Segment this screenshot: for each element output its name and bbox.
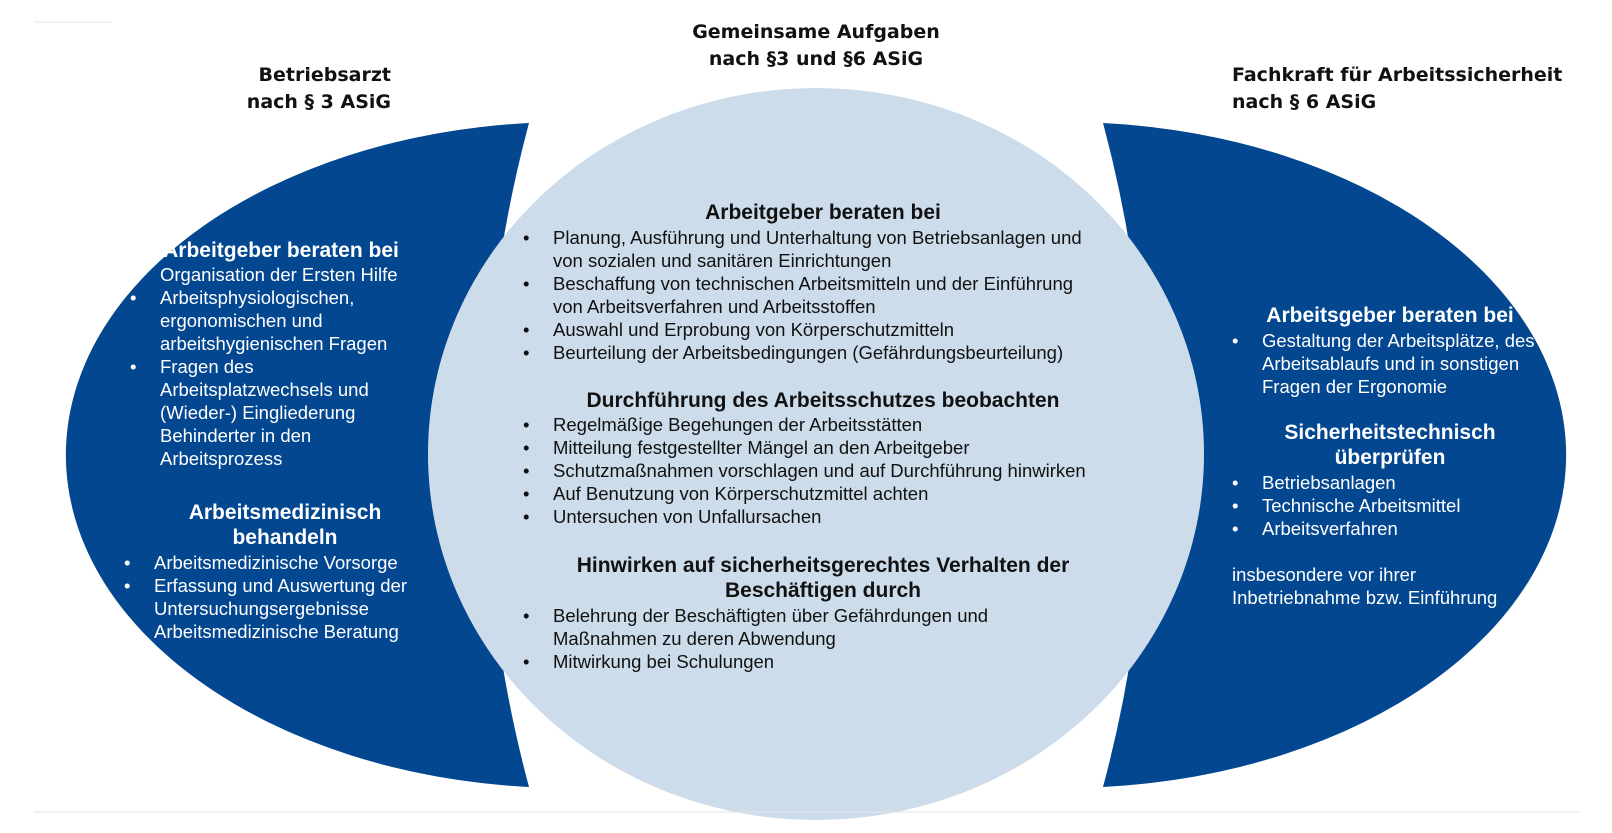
center-section1-title: Arbeitgeber beraten bei (705, 201, 941, 224)
list-item: • Arbeitsmedizinische Beratung (124, 620, 424, 643)
list-item: • Belehrung der Beschäftigten über Gefährdungen und Maßnahmen zu deren Abwendung (523, 604, 1023, 650)
list-item: • Arbeitsphysiologischen, ergonomischen und arbeitshygienischen Fragen (130, 286, 420, 355)
list-item: • Beurteilung der Arbeitsbedingungen (Gefährdungsbeurteilung) (523, 341, 1083, 364)
right-section2-title: Sicherheitstechnisch überprüfen (1284, 421, 1496, 469)
list-item: • Untersuchen von Unfallursachen (523, 505, 1123, 528)
center-section3-list (523, 604, 1023, 673)
list-item: • Auswahl und Erprobung von Körperschutzmitteln (523, 318, 1083, 341)
center-section3-title: Hinwirken auf sicherheitsgerechtes Verhalten der Beschäftigen durch (576, 554, 1070, 602)
left-heading-line1: Betriebsarzt (258, 64, 391, 86)
list-item: • Technische Arbeitsmittel (1232, 494, 1552, 517)
list-item: • Arbeitsmedizinische Vorsorge (124, 551, 424, 574)
list-item: • Planung, Ausführung und Unterhaltung von Betriebsanlagen und von sozialen und sanitären Einrichtungen (523, 226, 1083, 272)
list-item: • Schutzmaßnahmen vorschlagen und auf Durchführung hinwirken (523, 459, 1123, 482)
list-item: • Arbeitsverfahren (1232, 517, 1552, 540)
right-section2-list (1232, 471, 1552, 540)
left-heading (247, 62, 391, 116)
list-item: • Erfassung und Auswertung der Untersuchungsergebnisse (124, 574, 424, 620)
list-item: • Auf Benutzung von Körperschutzmittel achten (523, 482, 1123, 505)
left-section1-list (130, 263, 420, 470)
center-heading-line2: nach §3 und §6 ASiG (708, 48, 924, 70)
list-item: • Beschaffung von technischen Arbeitsmitteln und der Einführung von Arbeitsverfahren und Arbeitsstoffen (523, 272, 1083, 318)
right-section1-list (1232, 329, 1552, 398)
center-heading (606, 19, 1026, 73)
left-section2-title: Arbeitsmedizinisch behandeln (188, 501, 382, 549)
center-section1-list (523, 226, 1083, 364)
list-item: • Mitwirkung bei Schulungen (523, 650, 1023, 673)
left-heading-line2: nach § 3 ASiG (246, 91, 391, 113)
center-heading-line1: Gemeinsame Aufgaben (692, 21, 940, 43)
right-heading-line2: nach § 6 ASiG (1232, 91, 1377, 113)
list-item: • Gestaltung der Arbeitsplätze, des Arbeitsablaufs und in sonstigen Fragen der Ergonomie (1232, 329, 1552, 398)
right-heading (1232, 62, 1562, 116)
right-note: insbesondere vor ihrer Inbetriebnahme bzw. Einführung (1232, 564, 1498, 608)
right-section1-title: Arbeitsgeber beraten bei (1266, 304, 1514, 327)
center-section2-list (523, 413, 1123, 528)
left-section2-list (124, 551, 424, 643)
list-item: • Organisation der Ersten Hilfe (130, 263, 420, 286)
center-section2-title: Durchführung des Arbeitsschutzes beobachten (586, 389, 1060, 412)
list-item: • Fragen des Arbeitsplatzwechsels und (Wieder-) Eingliederung Behinderter in den Arbeitsprozess (130, 355, 420, 470)
right-heading-line1: Fachkraft für Arbeitssicherheit (1232, 64, 1563, 86)
left-section1-title: Arbeitgeber beraten bei (163, 239, 399, 262)
list-item: • Mitteilung festgestellter Mängel an den Arbeitgeber (523, 436, 1123, 459)
list-item: • Betriebsanlagen (1232, 471, 1552, 494)
list-item: • Regelmäßige Begehungen der Arbeitsstätten (523, 413, 1123, 436)
